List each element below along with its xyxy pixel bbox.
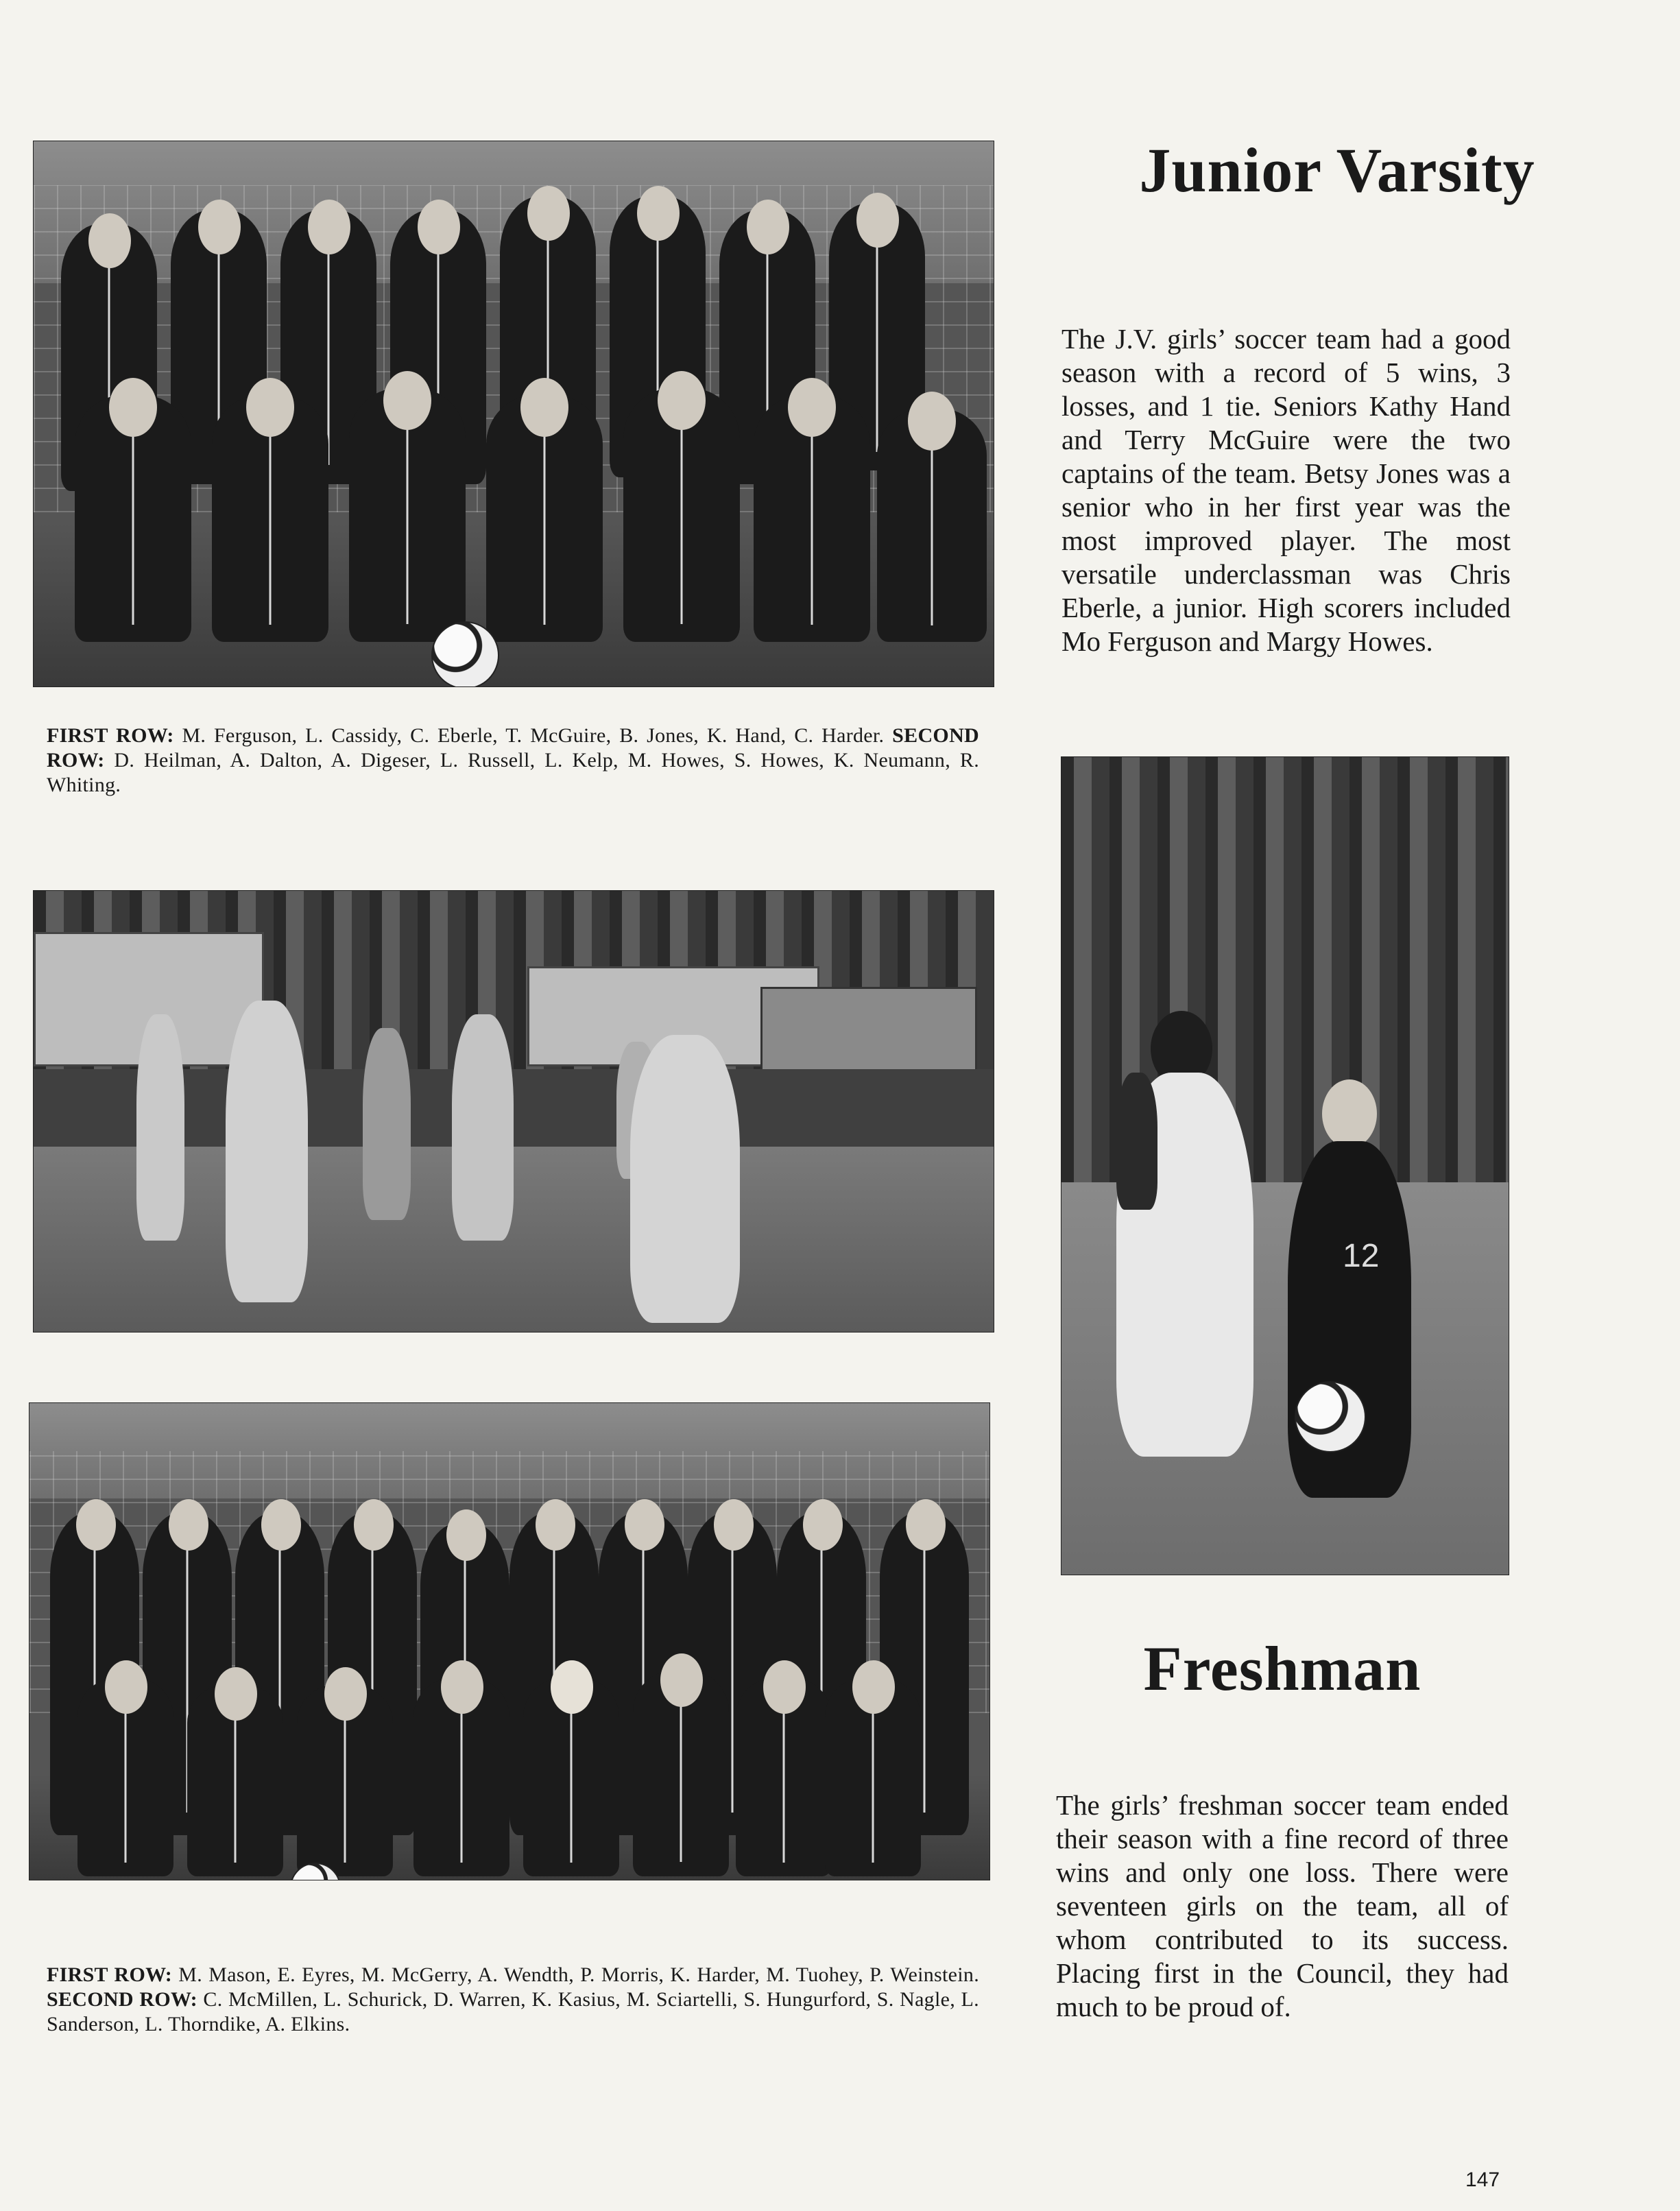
jv-first-row-names: M. Ferguson, L. Cassidy, C. Eberle, T. McGuire, B. Jones, K. Hand, C. Harder. [173,724,893,747]
freshman-second-row-label: SECOND ROW: [47,1988,197,2011]
freshman-photo-caption [47,1963,979,2037]
game-action-photo [33,890,994,1332]
jv-second-row-label: SECOND ROW: [47,724,979,772]
freshman-second-row-names: C. McMillen, L. Schurick, D. Warren, K. Kasius, M. Sciartelli, S. Hungurford, S. Nagle, L. Sanderson, L. Thorndike, A. Elkins. [47,1988,979,2035]
page-number: 147 [1465,2168,1500,2191]
jersey-number: 12 [1343,1238,1380,1274]
freshman-first-row-names: M. Mason, E. Eyres, M. McGerry, A. Wendth, P. Morris, K. Harder, M. Tuohey, P. Weinstein. [172,1963,979,1986]
freshman-action-photo [1061,756,1509,1575]
freshman-heading: Freshman [1143,1634,1421,1704]
jv-second-row-names: D. Heilman, A. Dalton, A. Digeser, L. Russell, L. Kelp, M. Howes, S. Howes, K. Neumann, R. Whiting. [47,749,979,796]
jv-team-photo [33,141,994,687]
jv-heading: Junior Varsity [1139,135,1535,205]
freshman-first-row-label: FIRST ROW: [47,1963,173,1986]
jv-photo-caption [47,724,979,798]
jv-summary: The J.V. girls’ soccer team had a good season with a record of 5 wins, 3 losses, and 1 tie. Seniors Kathy Hand and Terry McGuire were the two captains of the team. Betsy Jones was a senior who in her first year was the most improved player. The most versatile underclassman was Chris Eberle, a junior. High scorers included Mo Ferguson and Margy Howes. [1061,323,1511,657]
freshman-team-photo [29,1402,990,1880]
freshman-summary: The girls’ freshman soccer team ended their season with a fine record of three wins and only one loss. There were seventeen girls on the team, all of whom contributed to its success. Placing first in the Council, they had much to be proud of. [1056,1789,1509,2022]
jv-first-row-label: FIRST ROW: [47,724,174,747]
